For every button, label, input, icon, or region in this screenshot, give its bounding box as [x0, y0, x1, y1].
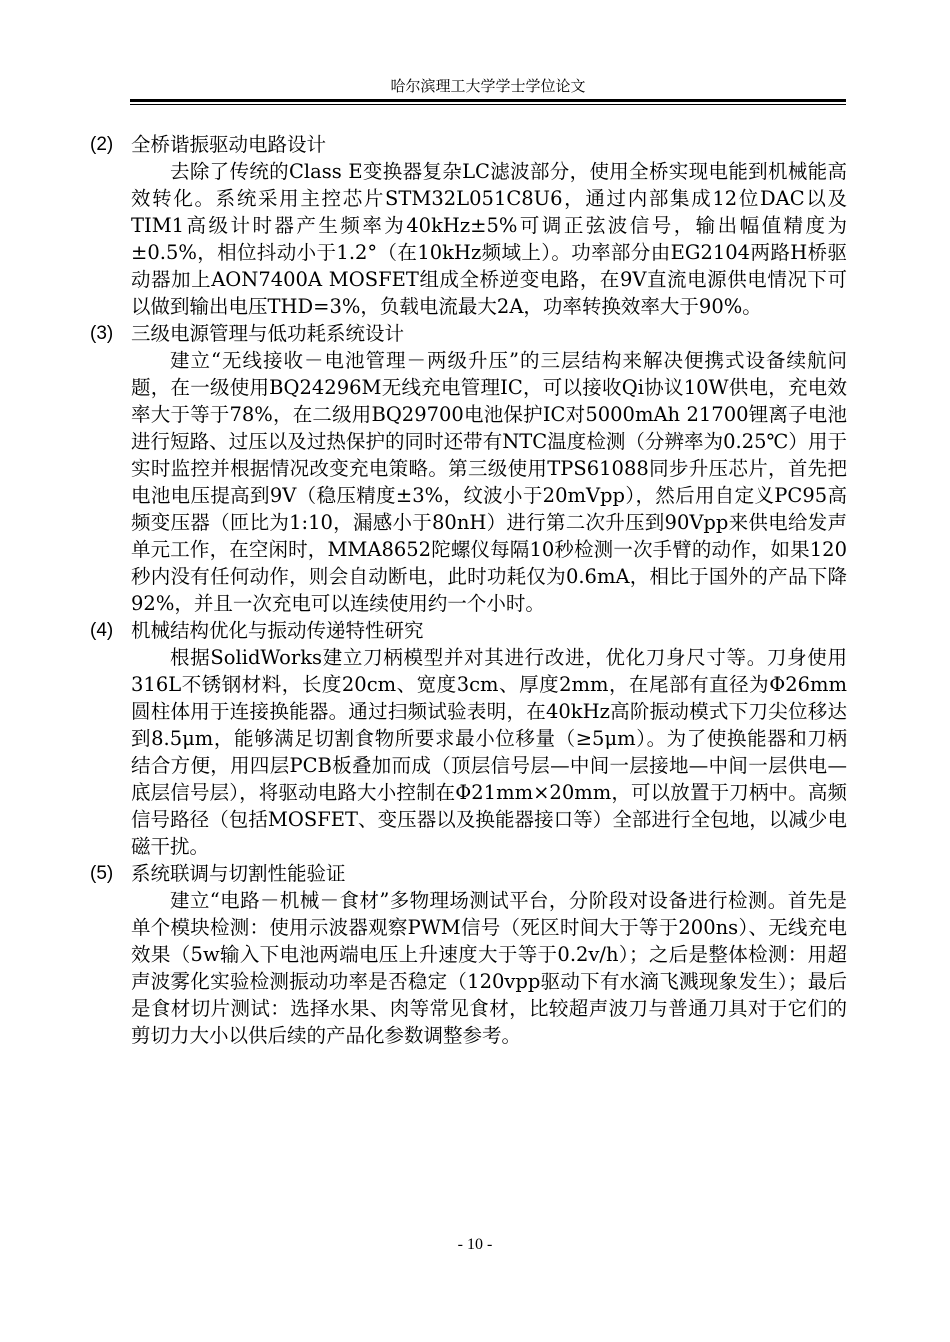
- section-paragraph: 建立“无线接收－电池管理－两级升压”的三层结构来解决便携式设备续航问题，在一级使用BQ24296M无线充电管理IC，可以接收Qi协议10W供电，充电效率大于等于78%，在二级用BQ29700电池保护IC对5000mAh 21700锂离子电池进行短路、过压以及过热保护的同时还带有NTC温度检测（分辨率为0.25℃）用于实时监控并根据情况改变充电策略。第三级使用TPS61088同步升压芯片，首先把电池电压提高到9V（稳压精度±3%，纹波小于20mVpp），然后用自定义PC95高频变压器（匝比为1:10，漏感小于80nH）进行第二次升压到90Vpp来供电给发声单元工作，在空闲时，MMA8652陀螺仪每隔10秒检测一次手臂的动作，如果120秒内没有任何动作，则会自动断电，此时功耗仅为0.6mA，相比于国外的产品下降92%，并且一次充电可以连续使用约一个小时。: [131, 349, 847, 615]
- section-title: 机械结构优化与振动传递特性研究: [131, 619, 424, 642]
- section-number: (5): [90, 863, 114, 884]
- section-heading: [90, 860, 847, 887]
- page-body: [90, 131, 847, 1049]
- section-5: [90, 860, 847, 1049]
- section-title: 三级电源管理与低功耗系统设计: [131, 322, 405, 345]
- section-3: [90, 320, 847, 617]
- section-4: [90, 617, 847, 860]
- header-rule-thick: [130, 99, 846, 102]
- section-number: (3): [90, 323, 114, 344]
- section-heading: [90, 131, 847, 158]
- section-2: [90, 131, 847, 320]
- running-header: 哈尔滨理工大学学士学位论文: [390, 77, 586, 95]
- section-paragraph: 去除了传统的Class E变换器复杂LC滤波部分，使用全桥实现电能到机械能高效转化。系统采用主控芯片STM32L051C8U6，通过内部集成12位DAC以及TIM1高级计时器产生频率为40kHz±5%可调正弦波信号，输出幅值精度为±0.5%，相位抖动小于1.2°（在10kHz频域上）。功率部分由EG2104两路H桥驱动器加上AON7400A MOSFET组成全桥逆变电路，在9V直流电源供电情况下可以做到输出电压THD=3%，负载电流最大2A，功率转换效率大于90%。: [131, 160, 847, 318]
- section-title: 系统联调与切割性能验证: [131, 862, 346, 885]
- section-paragraph: 根据SolidWorks建立刀柄模型并对其进行改进，优化刀身尺寸等。刀身使用316L不锈钢材料，长度20cm、宽度3cm、厚度2mm，在尾部有直径为Φ26mm圆柱体用于连接换能器。通过扫频试验表明，在40kHz高阶振动模式下刀尖位移达到8.5μm，能够满足切割食物所要求最小位移量（≥5μm）。为了使换能器和刀柄结合方便，用四层PCB板叠加而成（顶层信号层—中间一层接地—中间一层供电—底层信号层），将驱动电路大小控制在Φ21mm×20mm，可以放置于刀柄中。高频信号路径（包括MOSFET、变压器以及换能器接口等）全部进行全包地，以减少电磁干扰。: [131, 646, 847, 858]
- section-heading: [90, 617, 847, 644]
- header-rule-thin: [130, 104, 846, 105]
- section-number: (2): [90, 134, 114, 155]
- section-number: (4): [90, 620, 114, 641]
- section-title: 全桥谐振驱动电路设计: [131, 133, 327, 156]
- section-paragraph: 建立“电路－机械－食材”多物理场测试平台，分阶段对设备进行检测。首先是单个模块检测：使用示波器观察PWM信号（死区时间大于等于200ns）、无线充电效果（5w输入下电池两端电压上升速度大于等于0.2v/h）；之后是整体检测：用超声波雾化实验检测振动功率是否稳定（120vpp驱动下有水滴飞溅现象发生）；最后是食材切片测试：选择水果、肉等常见食材，比较超声波刀与普通刀具对于它们的剪切力大小以供后续的产品化参数调整参考。: [131, 889, 847, 1047]
- page-number: - 10 -: [457, 1236, 493, 1253]
- section-heading: [90, 320, 847, 347]
